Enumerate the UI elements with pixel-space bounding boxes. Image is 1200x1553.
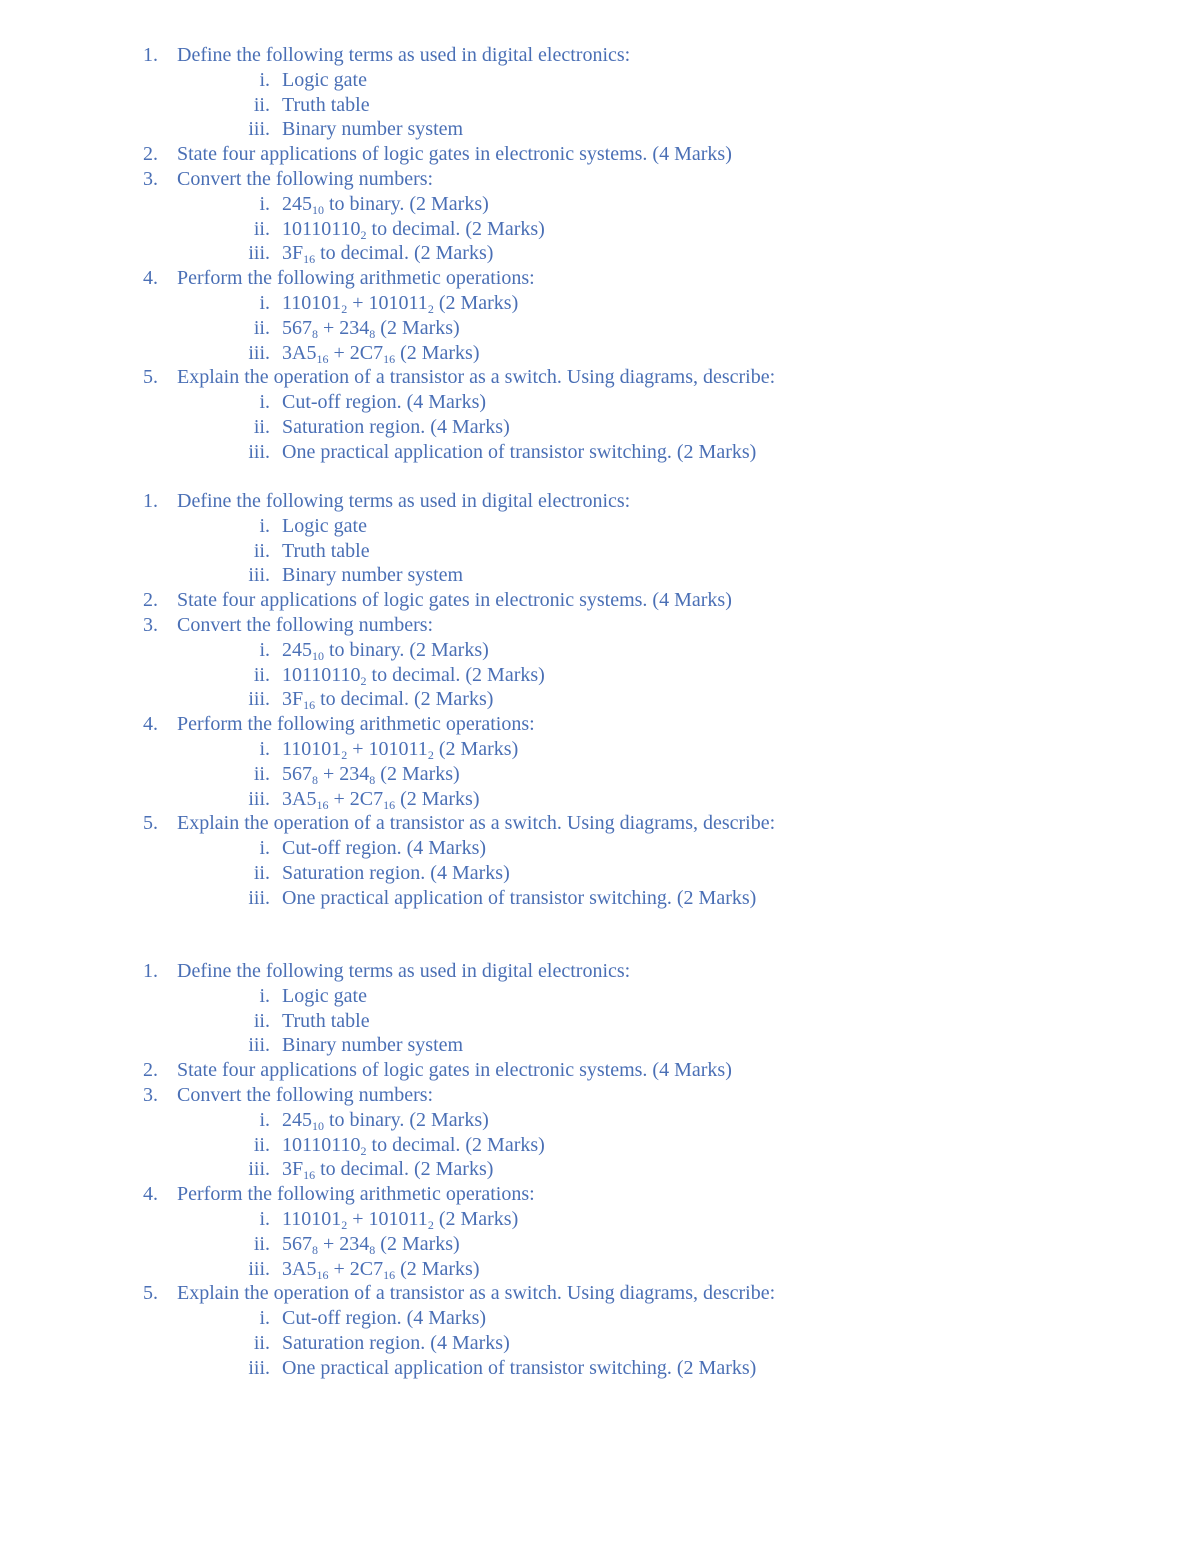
question-text: Explain the operation of a transistor as a switch. Using diagrams, describe: <box>177 366 776 389</box>
text-fragment: Binary number system <box>282 1034 464 1057</box>
sub-question-number: ii. <box>253 861 270 884</box>
sub-question-item <box>0 1306 1200 1331</box>
text-fragment: (2 Marks) <box>395 787 480 810</box>
sub-question-number: ii. <box>253 663 270 686</box>
text-fragment: (2 Marks) <box>433 291 519 314</box>
number-base-subscript: 2 <box>360 673 367 688</box>
sub-question-text <box>282 1331 510 1356</box>
text-fragment: to decimal. (2 Marks) <box>315 242 494 265</box>
question-number: 2. <box>143 143 158 166</box>
text-fragment: 3F <box>282 242 304 265</box>
text-fragment: Logic gate <box>282 984 367 1007</box>
question-text: State four applications of logic gates in electronic systems. (4 Marks) <box>177 589 732 612</box>
sub-question-number: ii. <box>253 1133 270 1156</box>
sub-question-number: iii. <box>248 1158 270 1181</box>
sub-question-number: i. <box>259 638 270 661</box>
sub-question-number: i. <box>259 1207 270 1230</box>
question-number: 4. <box>143 267 158 290</box>
question-item <box>0 142 1200 167</box>
number-base-subscript: 16 <box>303 1168 316 1183</box>
question-item <box>0 365 1200 390</box>
sub-question-item <box>0 1133 1200 1158</box>
text-fragment: + 101011 <box>347 1207 428 1230</box>
sub-question-text <box>282 787 480 812</box>
text-fragment: (2 Marks) <box>375 762 460 785</box>
sub-question-number: iii. <box>248 440 270 463</box>
sub-question-item <box>0 316 1200 341</box>
sub-question-item <box>0 1356 1200 1381</box>
question-number: 1. <box>143 44 158 66</box>
text-fragment: 10110110 <box>282 217 361 240</box>
number-base-subscript: 2 <box>360 227 367 242</box>
sub-question-text <box>282 737 518 762</box>
question-number: 5. <box>143 812 158 835</box>
question-text: Define the following terms as used in digital electronics: <box>177 960 631 982</box>
question-number: 2. <box>143 589 158 612</box>
number-base-subscript: 10 <box>312 202 324 217</box>
text-fragment: + 101011 <box>347 291 428 314</box>
text-fragment: + 2C7 <box>328 787 384 810</box>
text-fragment: 3A5 <box>282 787 317 810</box>
text-fragment: + 234 <box>318 762 370 785</box>
sub-question-number: i. <box>259 192 270 215</box>
question-item <box>0 712 1200 737</box>
text-fragment: 3F <box>282 688 304 711</box>
sub-question-number: ii. <box>253 1232 270 1255</box>
sub-question-text <box>282 762 460 787</box>
text-fragment: Binary number system <box>282 564 464 587</box>
sub-question-text <box>282 1257 480 1282</box>
number-base-subscript: 16 <box>383 797 396 812</box>
sub-question-number: iii. <box>248 118 270 141</box>
sub-question-item <box>0 415 1200 440</box>
text-fragment: Saturation region. (4 Marks) <box>282 1331 510 1354</box>
sub-question-item <box>0 241 1200 266</box>
sub-question-number: iii. <box>248 688 270 711</box>
question-text: Explain the operation of a transistor as a switch. Using diagrams, describe: <box>177 1282 776 1305</box>
text-fragment: + 2C7 <box>328 341 384 364</box>
text-fragment: + 101011 <box>347 737 428 760</box>
text-fragment: (2 Marks) <box>433 737 519 760</box>
number-base-subscript: 10 <box>312 648 324 663</box>
number-base-subscript: 10 <box>312 1118 324 1133</box>
sub-question-text <box>282 1133 545 1158</box>
sub-question-text <box>282 539 370 564</box>
number-base-subscript: 2 <box>360 1143 367 1158</box>
text-fragment: to binary. (2 Marks) <box>324 638 489 661</box>
text-fragment: (2 Marks) <box>375 316 460 339</box>
text-fragment: 3F <box>282 1158 304 1181</box>
sub-question-number: iii. <box>248 886 270 909</box>
text-fragment: One practical application of transistor switching. (2 Marks) <box>282 1356 757 1379</box>
sub-question-item <box>0 1009 1200 1034</box>
question-text: Convert the following numbers: <box>177 1083 434 1106</box>
text-fragment: (2 Marks) <box>395 1257 480 1280</box>
sub-question-item <box>0 861 1200 886</box>
question-text: Perform the following arithmetic operations: <box>177 267 535 290</box>
sub-question-item <box>0 737 1200 762</box>
sub-question-text <box>282 563 463 588</box>
question-item <box>0 489 1200 514</box>
sub-question-number: iii. <box>248 1034 270 1057</box>
number-base-subscript: 16 <box>303 252 316 267</box>
text-fragment: 3A5 <box>282 341 317 364</box>
question-block <box>0 43 1200 465</box>
question-item <box>0 1058 1200 1083</box>
question-number: 5. <box>143 1282 158 1305</box>
sub-question-number: iii. <box>248 787 270 810</box>
text-fragment: 10110110 <box>282 1133 361 1156</box>
sub-question-number: i. <box>259 1108 270 1131</box>
text-fragment: One practical application of transistor switching. (2 Marks) <box>282 440 757 463</box>
sub-question-text <box>282 1157 493 1182</box>
text-fragment: 567 <box>282 316 312 339</box>
number-base-subscript: 8 <box>312 326 318 341</box>
text-fragment: + 234 <box>318 316 370 339</box>
sub-question-item <box>0 539 1200 564</box>
question-text: Convert the following numbers: <box>177 167 434 190</box>
text-fragment: (2 Marks) <box>375 1232 460 1255</box>
text-fragment: Cut-off region. (4 Marks) <box>282 1307 487 1330</box>
question-text: Perform the following arithmetic operations: <box>177 1183 535 1206</box>
text-fragment: Logic gate <box>282 514 367 537</box>
text-fragment: 245 <box>282 192 312 215</box>
sub-question-text <box>282 638 489 663</box>
question-text: Define the following terms as used in digital electronics: <box>177 44 631 66</box>
text-fragment: to binary. (2 Marks) <box>324 1108 489 1131</box>
sub-question-item <box>0 687 1200 712</box>
text-fragment: 245 <box>282 1108 312 1131</box>
text-fragment: 567 <box>282 762 312 785</box>
question-number: 1. <box>143 960 158 982</box>
sub-question-item <box>0 836 1200 861</box>
sub-question-item <box>0 563 1200 588</box>
sub-question-item <box>0 514 1200 539</box>
question-text: State four applications of logic gates in electronic systems. (4 Marks) <box>177 143 732 166</box>
sub-question-text <box>282 687 493 712</box>
sub-question-number: iii. <box>248 564 270 587</box>
sub-question-item <box>0 192 1200 217</box>
sub-question-number: iii. <box>248 1356 270 1379</box>
question-item <box>0 811 1200 836</box>
sub-question-item <box>0 93 1200 118</box>
sub-question-item <box>0 1207 1200 1232</box>
question-item <box>0 43 1200 68</box>
text-fragment: 10110110 <box>282 663 361 686</box>
number-base-subscript: 8 <box>312 1242 318 1257</box>
text-fragment: (2 Marks) <box>433 1207 519 1230</box>
number-base-subscript: 2 <box>341 1217 348 1232</box>
sub-question-text <box>282 1009 370 1034</box>
number-base-subscript: 8 <box>369 1242 376 1257</box>
number-base-subscript: 16 <box>383 351 396 366</box>
question-item <box>0 959 1200 984</box>
question-text: State four applications of logic gates in electronic systems. (4 Marks) <box>177 1059 732 1082</box>
text-fragment: 245 <box>282 638 312 661</box>
question-item <box>0 266 1200 291</box>
text-fragment: Cut-off region. (4 Marks) <box>282 391 487 414</box>
sub-question-number: i. <box>259 737 270 760</box>
sub-question-text <box>282 68 367 93</box>
sub-question-text <box>282 1306 486 1331</box>
sub-question-text <box>282 217 545 242</box>
sub-question-item <box>0 984 1200 1009</box>
number-base-subscript: 16 <box>316 1267 329 1282</box>
number-base-subscript: 16 <box>316 797 329 812</box>
text-fragment: Saturation region. (4 Marks) <box>282 861 510 884</box>
sub-question-text <box>282 341 480 366</box>
sub-question-number: i. <box>259 391 270 414</box>
sub-question-item <box>0 1331 1200 1356</box>
text-fragment: to decimal. (2 Marks) <box>366 217 545 240</box>
sub-question-number: i. <box>259 837 270 860</box>
text-fragment: to decimal. (2 Marks) <box>366 663 545 686</box>
question-item <box>0 1281 1200 1306</box>
sub-question-text <box>282 440 756 465</box>
sub-question-item <box>0 663 1200 688</box>
text-fragment: 110101 <box>282 291 342 314</box>
sub-question-number: ii. <box>253 1331 270 1354</box>
number-base-subscript: 16 <box>303 698 316 713</box>
question-number: 4. <box>143 713 158 736</box>
sub-question-text <box>282 1356 756 1381</box>
text-fragment: 3A5 <box>282 1257 317 1280</box>
text-fragment: 567 <box>282 1232 312 1255</box>
sub-question-text <box>282 984 367 1009</box>
text-fragment: to decimal. (2 Marks) <box>315 1158 494 1181</box>
sub-question-item <box>0 291 1200 316</box>
question-text: Perform the following arithmetic operations: <box>177 713 535 736</box>
sub-question-item <box>0 1257 1200 1282</box>
text-fragment: 110101 <box>282 1207 342 1230</box>
sub-question-item <box>0 117 1200 142</box>
question-text: Define the following terms as used in digital electronics: <box>177 490 631 512</box>
sub-question-item <box>0 440 1200 465</box>
number-base-subscript: 8 <box>369 772 376 787</box>
sub-question-number: i. <box>259 984 270 1007</box>
question-number: 5. <box>143 366 158 389</box>
text-fragment: Truth table <box>282 539 370 562</box>
number-base-subscript: 2 <box>341 747 348 762</box>
sub-question-item <box>0 341 1200 366</box>
sub-question-item <box>0 68 1200 93</box>
sub-question-number: ii. <box>253 539 270 562</box>
number-base-subscript: 2 <box>427 747 434 762</box>
text-fragment: Binary number system <box>282 118 464 141</box>
sub-question-item <box>0 1033 1200 1058</box>
sub-question-number: i. <box>259 1307 270 1330</box>
sub-question-number: iii. <box>248 341 270 364</box>
sub-question-text <box>282 1232 460 1257</box>
sub-question-text <box>282 663 545 688</box>
sub-question-item <box>0 1108 1200 1133</box>
text-fragment: (2 Marks) <box>395 341 480 364</box>
sub-question-number: iii. <box>248 1257 270 1280</box>
sub-question-text <box>282 1207 518 1232</box>
text-fragment: Logic gate <box>282 68 367 91</box>
sub-question-number: i. <box>259 291 270 314</box>
number-base-subscript: 16 <box>316 351 329 366</box>
sub-question-text <box>282 316 460 341</box>
question-number: 3. <box>143 167 158 190</box>
question-text: Explain the operation of a transistor as a switch. Using diagrams, describe: <box>177 812 776 835</box>
sub-question-text <box>282 1033 463 1058</box>
question-number: 3. <box>143 1083 158 1106</box>
sub-question-text <box>282 241 493 266</box>
sub-question-number: ii. <box>253 762 270 785</box>
sub-question-text <box>282 117 463 142</box>
sub-question-text <box>282 291 518 316</box>
text-fragment: 110101 <box>282 737 342 760</box>
sub-question-item <box>0 217 1200 242</box>
question-number: 3. <box>143 613 158 636</box>
sub-question-number: ii. <box>253 415 270 438</box>
text-fragment: Cut-off region. (4 Marks) <box>282 837 487 860</box>
question-text: Convert the following numbers: <box>177 613 434 636</box>
sub-question-item <box>0 390 1200 415</box>
question-item <box>0 1182 1200 1207</box>
sub-question-item <box>0 1232 1200 1257</box>
sub-question-number: ii. <box>253 217 270 240</box>
question-item <box>0 167 1200 192</box>
text-fragment: to decimal. (2 Marks) <box>366 1133 545 1156</box>
number-base-subscript: 2 <box>341 301 348 316</box>
sub-question-text <box>282 192 489 217</box>
sub-question-text <box>282 415 510 440</box>
question-item <box>0 588 1200 613</box>
sub-question-text <box>282 861 510 886</box>
text-fragment: to binary. (2 Marks) <box>324 192 489 215</box>
sub-question-text <box>282 886 756 911</box>
number-base-subscript: 16 <box>383 1267 396 1282</box>
sub-question-number: i. <box>259 514 270 537</box>
question-number: 1. <box>143 490 158 512</box>
sub-question-item <box>0 787 1200 812</box>
number-base-subscript: 8 <box>369 326 376 341</box>
question-item <box>0 613 1200 638</box>
number-base-subscript: 2 <box>427 1217 434 1232</box>
sub-question-text <box>282 514 367 539</box>
text-fragment: + 2C7 <box>328 1257 384 1280</box>
sub-question-text <box>282 1108 489 1133</box>
question-item <box>0 1083 1200 1108</box>
question-number: 4. <box>143 1183 158 1206</box>
sub-question-item <box>0 1157 1200 1182</box>
text-fragment: + 234 <box>318 1232 370 1255</box>
sub-question-number: i. <box>259 68 270 91</box>
question-block <box>0 489 1200 911</box>
text-fragment: One practical application of transistor switching. (2 Marks) <box>282 886 757 909</box>
number-base-subscript: 2 <box>427 301 434 316</box>
sub-question-number: ii. <box>253 93 270 116</box>
sub-question-text <box>282 93 370 118</box>
text-fragment: Truth table <box>282 1009 370 1032</box>
sub-question-number: iii. <box>248 242 270 265</box>
question-number: 2. <box>143 1059 158 1082</box>
sub-question-item <box>0 886 1200 911</box>
question-block <box>0 959 1200 1381</box>
sub-question-item <box>0 762 1200 787</box>
sub-question-number: ii. <box>253 1009 270 1032</box>
sub-question-item <box>0 638 1200 663</box>
text-fragment: to decimal. (2 Marks) <box>315 688 494 711</box>
text-fragment: Truth table <box>282 93 370 116</box>
sub-question-text <box>282 836 486 861</box>
sub-question-text <box>282 390 486 415</box>
sub-question-number: ii. <box>253 316 270 339</box>
text-fragment: Saturation region. (4 Marks) <box>282 415 510 438</box>
number-base-subscript: 8 <box>312 772 318 787</box>
